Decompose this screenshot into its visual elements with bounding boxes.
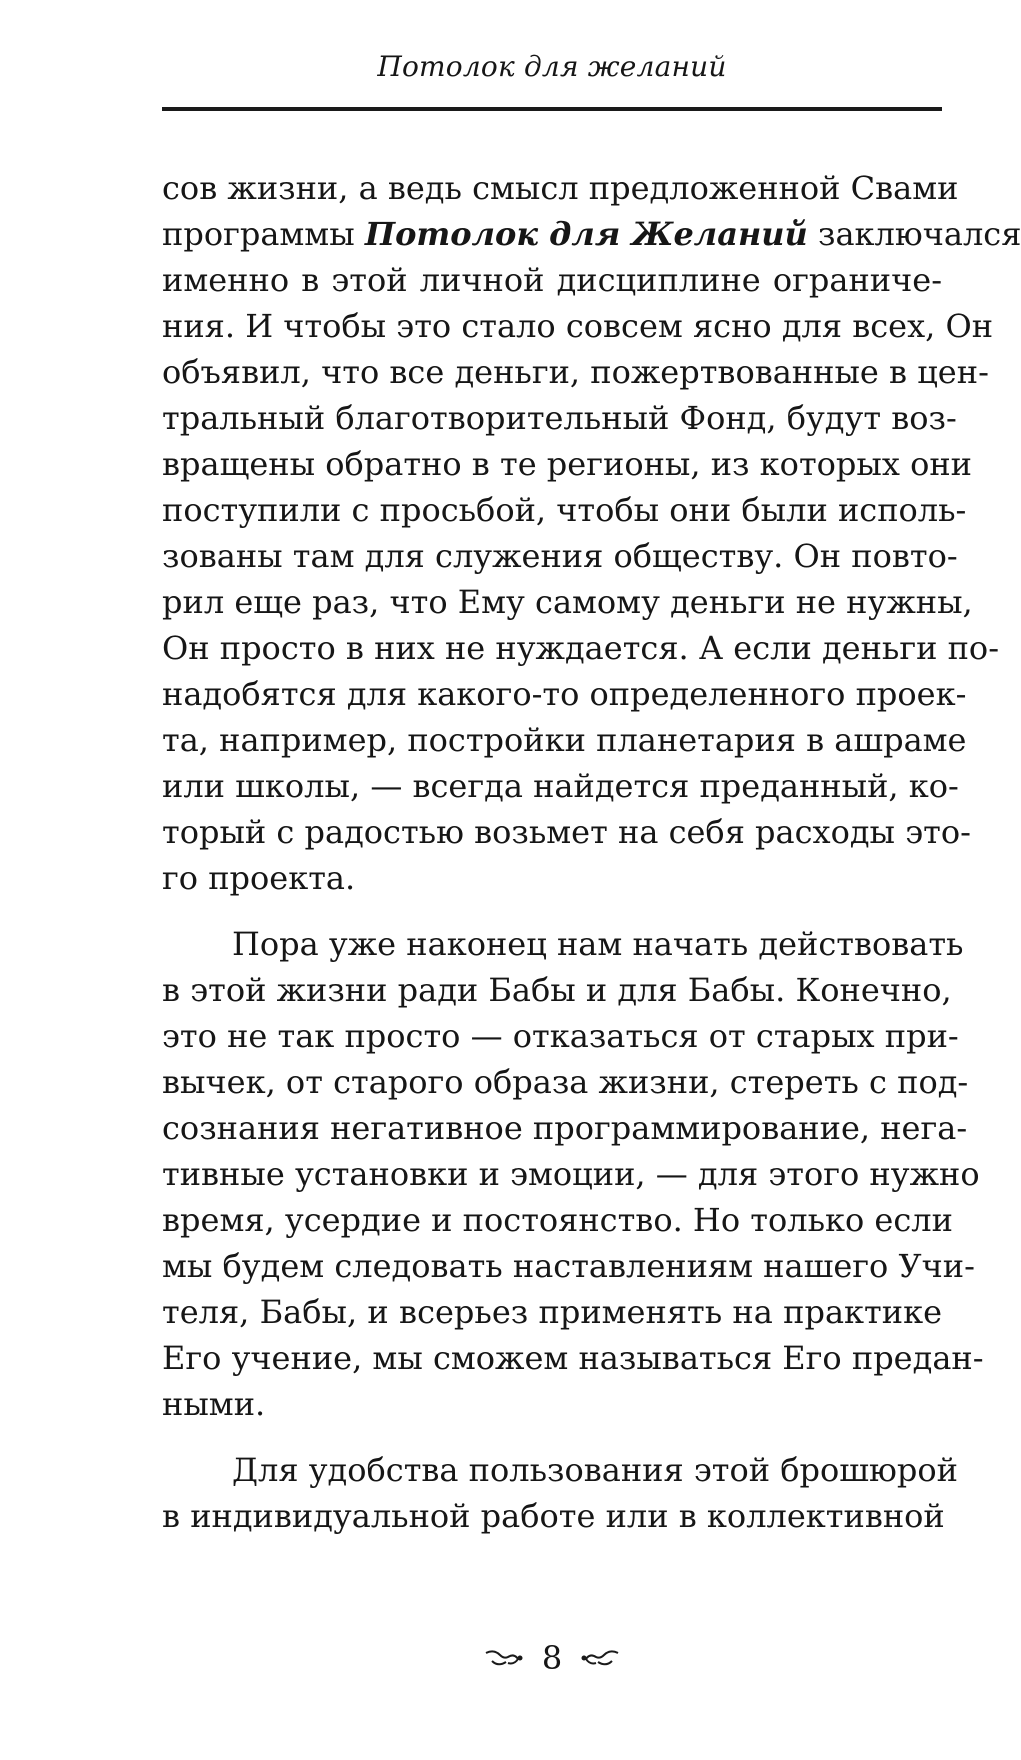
right-flourish-icon [580, 1647, 620, 1669]
text-line: сов жизни, а ведь смысл предложенной Свами [162, 169, 959, 207]
text-line: мы будем следовать наставлениям нашего Учи- [162, 1247, 975, 1285]
text-line: теля, Бабы, и всерьез применять на практике [162, 1293, 942, 1331]
text-line: или школы, — всегда найдется преданный, ко- [162, 767, 959, 805]
text-line: зованы там для служения обществу. Он повто- [162, 537, 958, 575]
text-line: в этой жизни ради Бабы и для Бабы. Конечно, [162, 971, 952, 1009]
paragraph [162, 921, 984, 1427]
text-line: это не так просто — отказаться от старых при- [162, 1017, 959, 1055]
text-line: та, например, постройки планетария в ашраме [162, 721, 967, 759]
running-head: Потолок для желаний [377, 50, 727, 83]
text-line: Он просто в них не нуждается. А если деньги по- [162, 629, 999, 667]
body-text [162, 165, 1021, 1539]
text-line: тральный благотворительный Фонд, будут воз- [162, 399, 957, 437]
header-rule [162, 107, 942, 111]
text-line: поступили с просьбой, чтобы они были исполь- [162, 491, 967, 529]
paragraph [162, 165, 1021, 901]
text-line: ными. [162, 1385, 266, 1423]
text-line: именно в этой личной дисциплине ограниче- [162, 261, 942, 299]
text-line: тивные установки и эмоции, — для этого нужно [162, 1155, 980, 1193]
folio [162, 1638, 942, 1678]
text-line: объявил, что все деньги, пожертвованные в цен- [162, 353, 989, 391]
text-line: ния. И чтобы это стало совсем ясно для всех, Он [162, 307, 994, 345]
text-line: Для удобства пользования этой брошюрой [232, 1451, 958, 1489]
text-line: в индивидуальной работе или в коллективной [162, 1497, 945, 1535]
text-line: вращены обратно в те регионы, из которых они [162, 445, 972, 483]
text-line: вычек, от старого образа жизни, стереть с под- [162, 1063, 969, 1101]
text-line: Пора уже наконец нам начать действовать [232, 925, 964, 963]
paragraph [162, 1447, 958, 1539]
left-flourish-icon [484, 1647, 524, 1669]
page-number: 8 [541, 1639, 563, 1677]
text-line: время, усердие и постоянство. Но только если [162, 1201, 953, 1239]
text-line: программы Потолок для Желаний заключался [162, 215, 1021, 253]
text-line: торый с радостью возьмет на себя расходы это- [162, 813, 971, 851]
text-line: го проекта. [162, 859, 356, 897]
text-line: рил еще раз, что Ему самому деньги не нужны, [162, 583, 973, 621]
text-line: сознания негативное программирование, нега- [162, 1109, 968, 1147]
text-line: Его учение, мы сможем называться Его предан- [162, 1339, 984, 1377]
text-line: надобятся для какого-то определенного проек- [162, 675, 967, 713]
